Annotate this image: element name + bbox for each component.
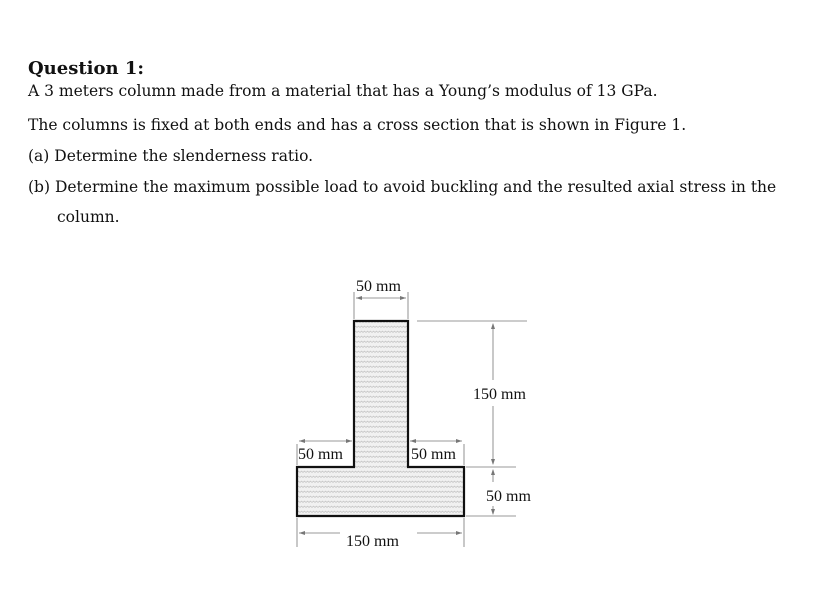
question-part-a: (a) Determine the slenderness ratio. [28,147,314,165]
question-text-line-2: The columns is fixed at both ends and has a cross section that is shown in Figure 1. [28,116,687,134]
top-width-label: 50 mm [356,278,401,295]
right-overhang-label: 50 mm [411,446,456,463]
right-overhang-dimension [410,439,464,465]
base-width-label: 150 mm [346,533,399,550]
question-part-b: (b) Determine the maximum possible load to avoid buckling and the resulted axial stress in the [28,178,777,196]
question-part-b-continuation: column. [57,208,120,226]
flange-thickness-dimension [486,469,531,515]
left-overhang-label: 50 mm [298,446,343,463]
base-width-dimension [297,518,464,550]
top-width-dimension [354,278,408,319]
cross-section-shape [297,321,464,516]
height-label: 150 mm [473,386,526,403]
left-overhang-dimension [297,439,352,465]
question-text-line-1: A 3 meters column made from a material that has a Young’s modulus of 13 GPa. [28,82,658,100]
question-heading: Question 1: [28,58,145,79]
flange-thickness-label: 50 mm [486,488,531,505]
